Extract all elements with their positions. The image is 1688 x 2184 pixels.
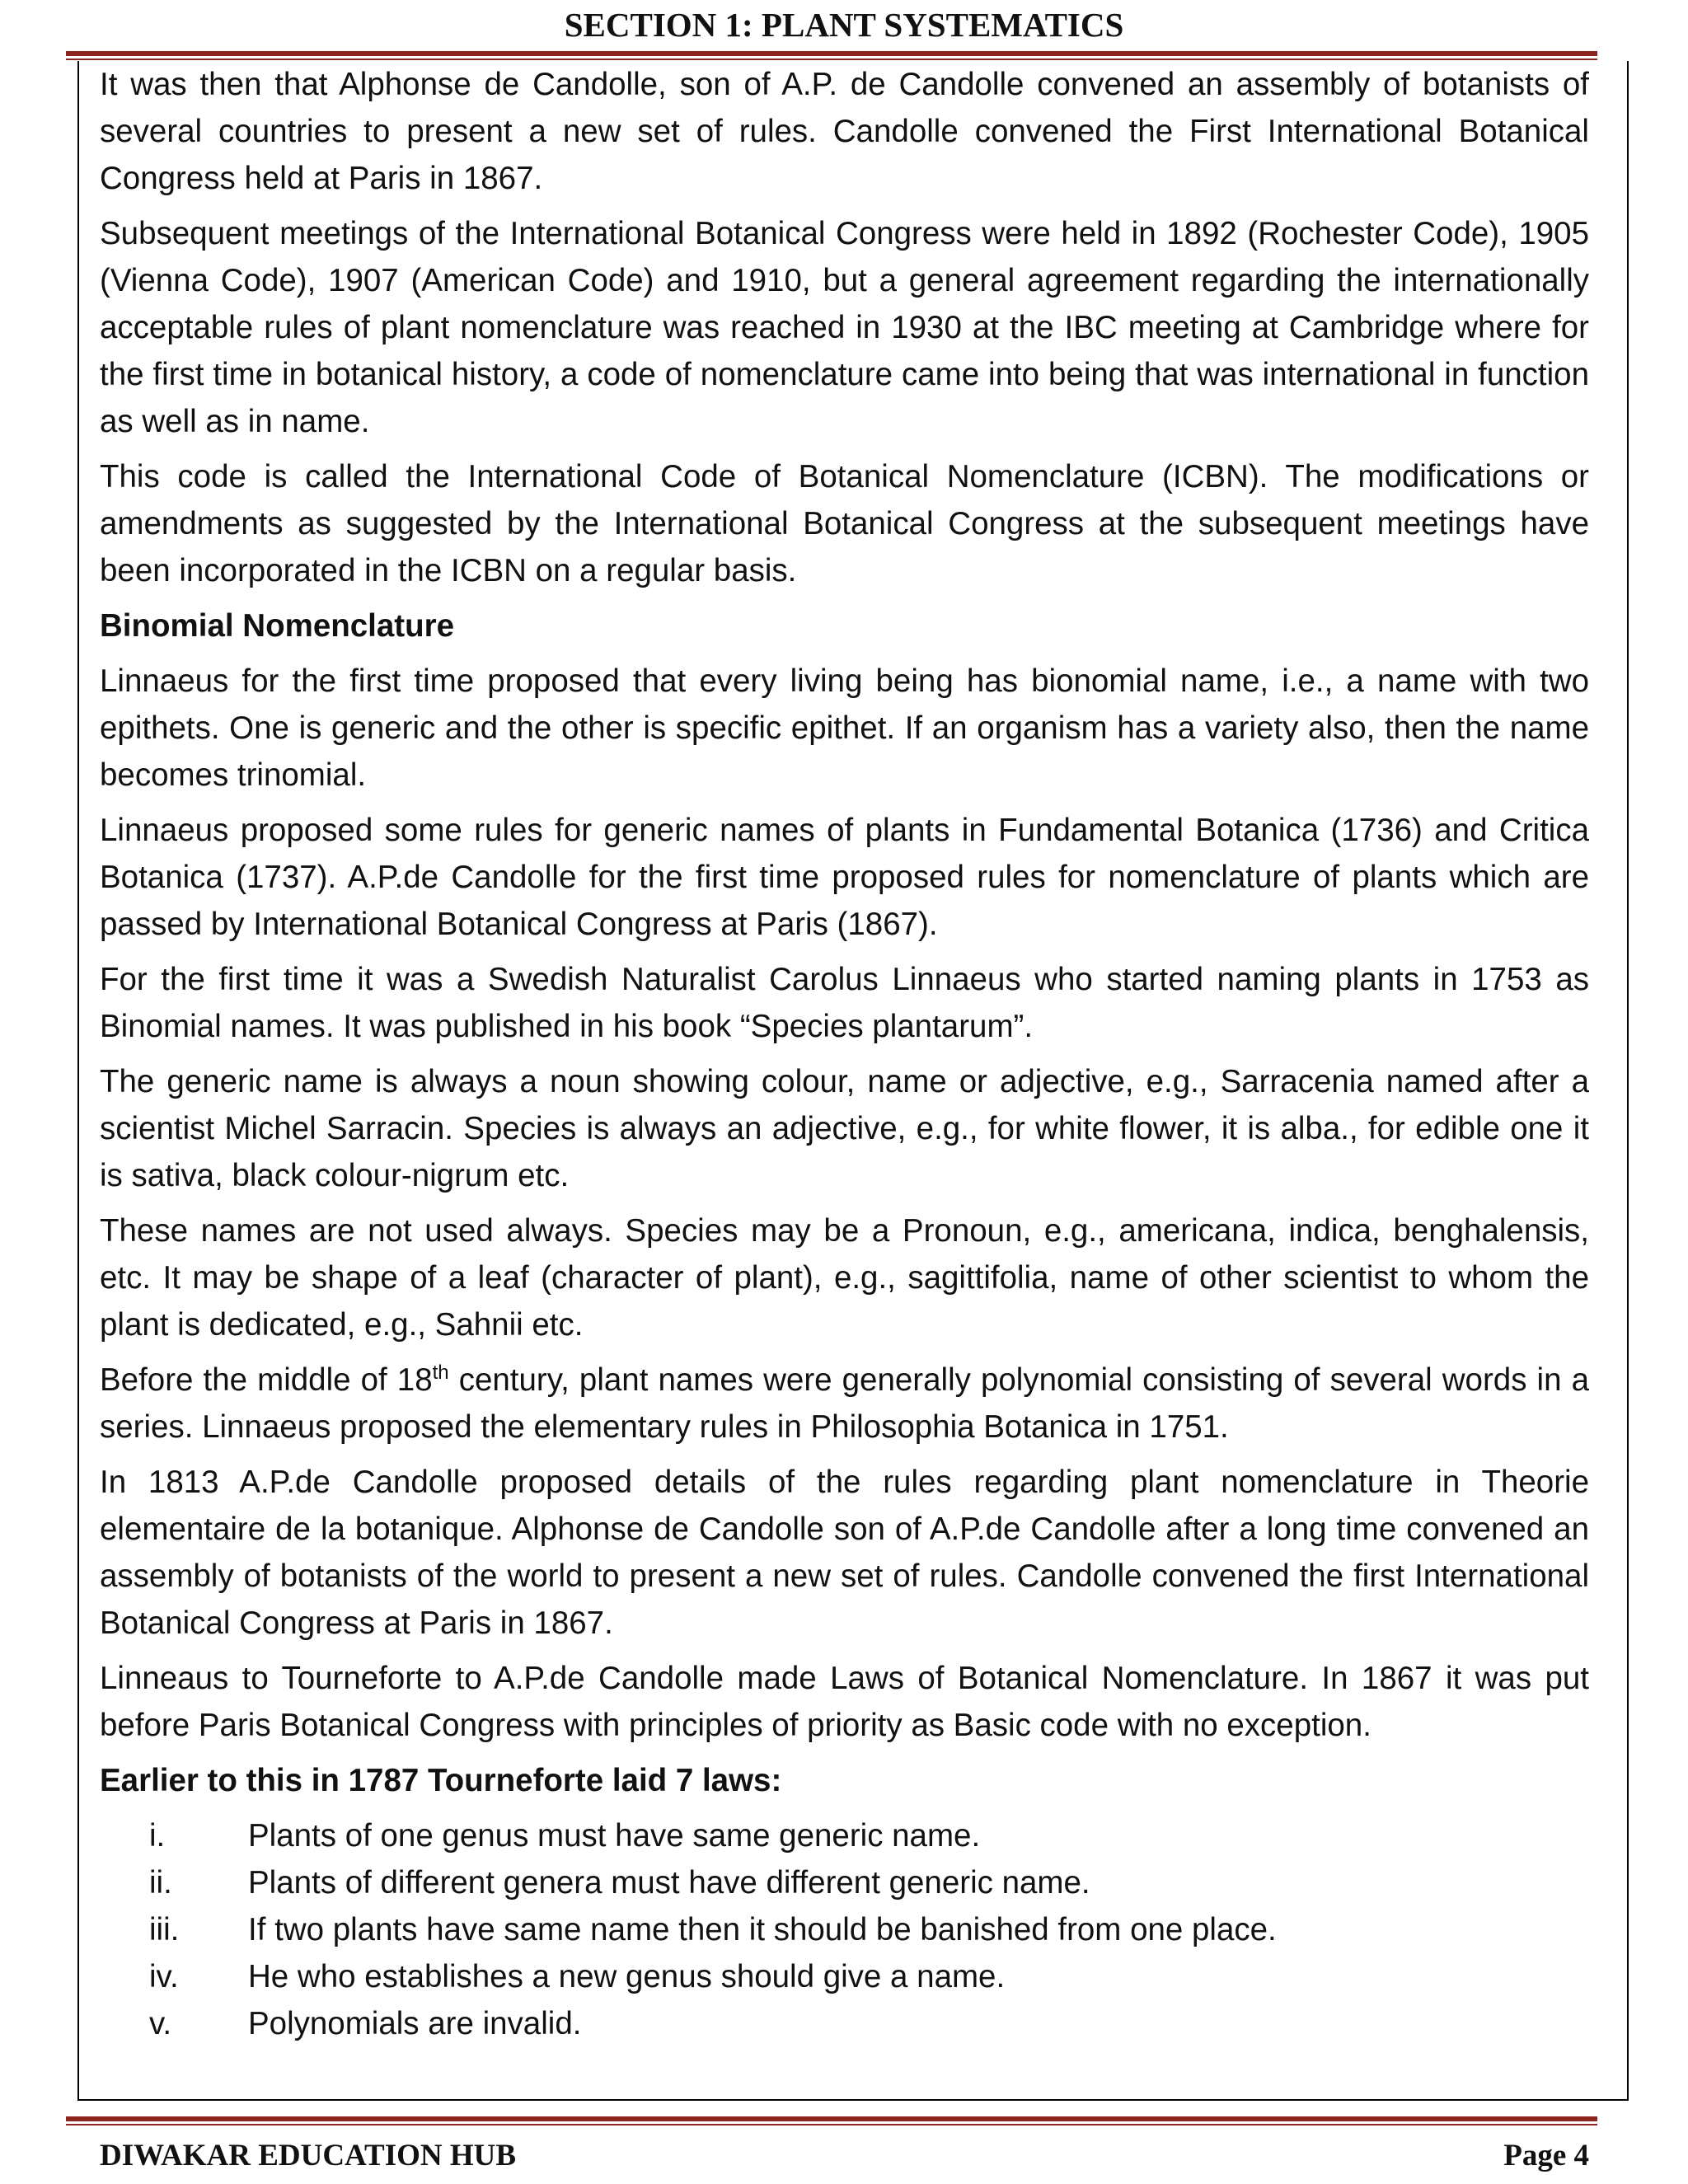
- paragraph-icbn: This code is called the International Code of Botanical Nomenclature (ICBN). The modifications or amendments as suggested by the International Botanical Congress at the subsequent meetings have been incorporated in the ICBN on a regular basis.: [100, 459, 1589, 588]
- footer-page-number: Page 4: [1503, 2139, 1589, 2172]
- list-item: [100, 1953, 1589, 2000]
- list-item-number: v.: [149, 2006, 172, 2041]
- list-item: [100, 2000, 1589, 2047]
- page-header-title: SECTION 1: PLANT SYSTEMATICS: [564, 6, 1124, 44]
- heading-tourneforte-laws: Earlier to this in 1787 Tourneforte laid 7 laws:: [100, 1763, 782, 1798]
- footer-rule-thick: [66, 2116, 1597, 2121]
- footer-rule-thin: [66, 2124, 1597, 2125]
- paragraph-laws-of-nomenclature: Linneaus to Tourneforte to A.P.de Candolle made Laws of Botanical Nomenclature. In 1867 it was put before Paris Botanical Congress with principles of priority as Basic code with no exception.: [100, 1661, 1589, 1743]
- list-item: [100, 1859, 1589, 1906]
- header-rule-thin: [66, 59, 1597, 60]
- list-item-number: i.: [149, 1818, 166, 1854]
- paragraph-theorie-elementaire: In 1813 A.P.de Candolle proposed details of the rules regarding plant nomenclature in Theorie elementaire de la botanique. Alphonse de Candolle son of A.P.de Candolle after a long time convened an assembly of botanists of the world to present a new set of rules. Candolle convened the first International Botanical Congress at Paris in 1867.: [100, 1465, 1589, 1641]
- paragraph-polynomial-names: [100, 1357, 1589, 1451]
- list-item-text: Polynomials are invalid.: [248, 2006, 582, 2041]
- heading-binomial-nomenclature: Binomial Nomenclature: [100, 608, 455, 644]
- list-item-text: If two plants have same name then it should be banished from one place.: [248, 1912, 1277, 1947]
- list-item-text: Plants of one genus must have same generic name.: [248, 1818, 981, 1854]
- list-item: [100, 1906, 1589, 1953]
- paragraph-polynomial-text-end: century, plant names were generally polynomial consisting of several words in a series. Linnaeus proposed the elementary rules in Philosophia Botanica in 1751.: [100, 1362, 1589, 1445]
- page-content: [100, 61, 1589, 2047]
- list-item-number: iv.: [149, 1959, 179, 1994]
- list-item: [100, 1812, 1589, 1859]
- paragraph-linnaeus-binomial: Linnaeus for the first time proposed that every living being has bionomial name, i.e., a name with two epithets. One is generic and the other is specific epithet. If an organism has a variety also, then the name becomes trinomial.: [100, 663, 1589, 793]
- list-item-number: iii.: [149, 1912, 180, 1947]
- paragraph-generic-rules: Linnaeus proposed some rules for generic names of plants in Fundamental Botanica (1736) and Critica Botanica (1737). A.P.de Candolle for the first time proposed rules for nomenclature of plants which are passed by International Botanical Congress at Paris (1867).: [100, 813, 1589, 942]
- tourneforte-laws-list: [100, 1812, 1589, 2047]
- paragraph-generic-name-noun: The generic name is always a noun showing colour, name or adjective, e.g., Sarracenia named after a scientist Michel Sarracin. Species is always an adjective, e.g., for white flower, it is alba., for edible one it is sativa, black colour-nigrum etc.: [100, 1064, 1589, 1193]
- paragraph-first-congress: It was then that Alphonse de Candolle, son of A.P. de Candolle convened an assembly of botanists of several countries to present a new set of rules. Candolle convened the First International Botanical Congress held at Paris in 1867.: [100, 67, 1589, 196]
- footer-publisher: DIWAKAR EDUCATION HUB: [100, 2139, 517, 2172]
- paragraph-subsequent-meetings: Subsequent meetings of the International Botanical Congress were held in 1892 (Rochester Code), 1905 (Vienna Code), 1907 (American Code) and 1910, but a general agreement regarding the internationally acceptable rules of plant nomenclature was reached in 1930 at the IBC meeting at Cambridge where for the first time in botanical history, a code of nomenclature came into being that was international in function as well as in name.: [100, 216, 1589, 439]
- list-item-text: He who establishes a new genus should give a name.: [248, 1959, 1006, 1994]
- paragraph-polynomial-text-start: Before the middle of 18: [100, 1362, 433, 1398]
- paragraph-species-plantarum: For the first time it was a Swedish Naturalist Carolus Linnaeus who started naming plants in 1753 as Binomial names. It was published in his book “Species plantarum”.: [100, 962, 1589, 1044]
- header-rule-thick: [66, 51, 1597, 56]
- superscript-th: th: [432, 1361, 449, 1385]
- list-item-number: ii.: [149, 1865, 172, 1900]
- list-item-text: Plants of different genera must have different generic name.: [248, 1865, 1090, 1900]
- paragraph-species-pronoun: These names are not used always. Species may be a Pronoun, e.g., americana, indica, benghalensis, etc. It may be shape of a leaf (character of plant), e.g., sagittifolia, name of other scientist to whom the plant is dedicated, e.g., Sahnii etc.: [100, 1213, 1589, 1343]
